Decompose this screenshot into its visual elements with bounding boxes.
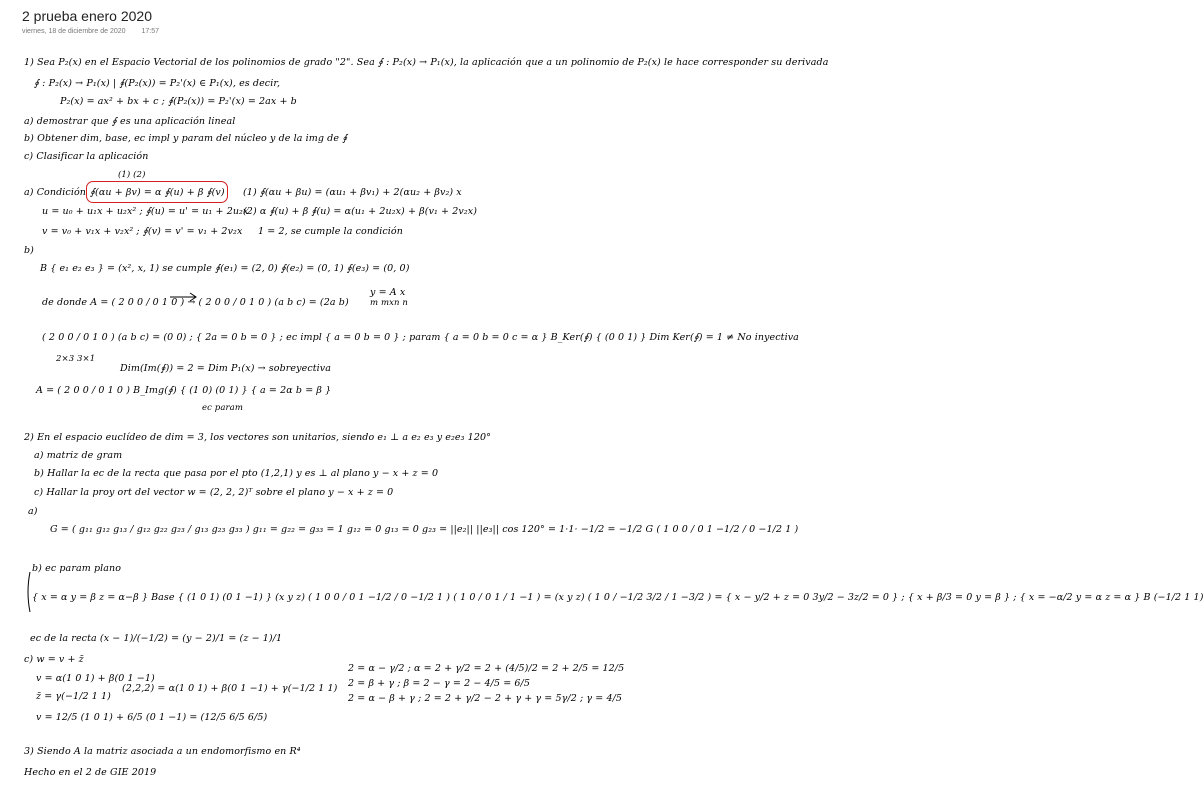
handwritten-line: 3) Siendo A la matriz asociada a un endomorfismo en R⁴ (24, 746, 301, 757)
handwritten-line: 2 = β + γ ; β = 2 − γ = 2 − 4/5 = 6/5 (348, 678, 530, 689)
handwritten-line: Hecho en el 2 de GIE 2019 (24, 767, 157, 778)
handwritten-line: b) Hallar la ec de la recta que pasa por el pto (1,2,1) y es ⊥ al plano y − x + z = 0 (34, 468, 439, 479)
note-title: 2 prueba enero 2020 (22, 8, 152, 24)
handwritten-line: de donde A = ( 2 0 0 / 0 1 0 ) → ( 2 0 0 / 0 1 0 ) (a b c) = (2a b) (42, 297, 349, 308)
handwritten-line: 2 = α − β + γ ; 2 = 2 + γ/2 − 2 + γ + γ = 5γ/2 ; γ = 4/5 (348, 693, 623, 704)
handwritten-line: B { e₁ e₂ e₃ } = (x², x, 1) se cumple ∮(e₁) = (2, 0) ∮(e₂) = (0, 1) ∮(e₃) = (0, 0) (40, 263, 410, 274)
handwritten-line: ∮(αu + βv) = α ∮(u) + β ∮(v) (90, 187, 225, 198)
handwritten-line: a) (28, 506, 38, 517)
handwritten-line: 1) Sea P₂(x) en el Espacio Vectorial de los polinomios de grado "2". Sea ∮ : P₂(x) → P₁(x), la aplicación que a un polinomio de P₂(x) le hace corresponder su derivada (24, 57, 829, 68)
handwritten-line: v = α(1 0 1) + β(0 1 −1) (36, 673, 155, 684)
handwritten-line: b) (24, 245, 34, 256)
handwritten-line: a) demostrar que ∮ es una aplicación lineal (24, 116, 236, 127)
handwritten-line: Dim(Im(∮)) = 2 = Dim P₁(x) → sobreyectiva (120, 363, 332, 374)
handwritten-line: ec de la recta (x − 1)/(−1/2) = (y − 2)/1 = (z − 1)/1 (30, 633, 283, 644)
handwritten-line: u = u₀ + u₁x + u₂x² ; ∮(u) = u' = u₁ + 2u₂x (42, 206, 249, 217)
handwritten-line: ∮ : P₂(x) → P₁(x) | ∮(P₂(x)) = P₂'(x) ∈ P₁(x), es decir, (34, 78, 281, 89)
handwritten-line: a) matriz de gram (34, 450, 123, 461)
handwritten-line: c) w = v + z̄ (24, 654, 84, 665)
handwritten-line: (1) ∮(αu + βu) = (αu₁ + βv₁) + 2(αu₂ + βv₂) x (243, 187, 462, 198)
handwritten-line: m mxn n (370, 298, 408, 308)
handwritten-line: ec param (202, 403, 243, 413)
handwritten-line: P₂(x) = ax² + bx + c ; ∮(P₂(x)) = P₂'(x) = 2ax + b (60, 96, 297, 107)
handwritten-line: 1 = 2, se cumple la condición (258, 226, 403, 237)
handwritten-line: 2×3 3×1 (56, 354, 96, 364)
handwritten-line: v = v₀ + v₁x + v₂x² ; ∮(v) = v' = v₁ + 2v₂x (42, 226, 243, 237)
handwritten-line: 2) En el espacio euclídeo de dim = 3, los vectores son unitarios, siendo e₁ ⊥ a e₂ e₃ y e₂e₃ 120° (24, 432, 491, 443)
handwritten-line: c) Hallar la proy ort del vector w = (2, 2, 2)ᵀ sobre el plano y − x + z = 0 (34, 487, 394, 498)
handwritten-line: { x = α y = β z = α−β } Base { (1 0 1) (0 1 −1) } (x y z) ( 1 0 0 / 0 1 −1/2 / 0 −1/2 1 ) ( 1 0 / 0 1 / 1 −1 ) = (x y z) ( 1 0 / −1/2 3/2 / 1 −3/2 ) = { x − y/2 + z = 0 3y/2 − 3z/2 = 0 } ; { x + β/3 = 0 y = β } ; { x = −α/2 y = α z = α } B (−1/2 1 1) (32, 592, 1204, 603)
handwritten-line: ( 2 0 0 / 0 1 0 ) (a b c) = (0 0) ; { 2a = 0 b = 0 } ; ec impl { a = 0 b = 0 } ; param { a = 0 b = 0 c = α } B_Ker(∮) { (0 0 1) } Dim Ker(∮) = 1 ≠ No inyectiva (42, 332, 799, 343)
stroke-bracket-left (28, 572, 30, 612)
handwritten-line: c) Clasificar la aplicación (24, 151, 149, 162)
handwritten-line: (2) α ∮(u) + β ∮(u) = α(u₁ + 2u₂x) + β(v₁ + 2v₂x) (243, 206, 478, 217)
handwritten-line: v = 12/5 (1 0 1) + 6/5 (0 1 −1) = (12/5 6/5 6/5) (36, 712, 268, 723)
note-meta (22, 28, 173, 35)
handwritten-line: b) Obtener dim, base, ec impl y param del núcleo y de la img de ∮ (24, 133, 348, 144)
condition-highlight-box (86, 181, 228, 203)
handwritten-line: (2,2,2) = α(1 0 1) + β(0 1 −1) + γ(−1/2 1 1) (122, 683, 338, 694)
note-time: 17:57 (141, 28, 159, 35)
handwritten-line: y = A x (370, 287, 406, 298)
handwritten-line: z̄ = γ(−1/2 1 1) (36, 691, 111, 702)
note-date: viernes, 18 de diciembre de 2020 (22, 28, 126, 35)
handwritten-line: 2 = α − γ/2 ; α = 2 + γ/2 = 2 + (4/5)/2 = 2 + 2/5 = 12/5 (348, 663, 625, 674)
handwritten-line: G = ( g₁₁ g₁₂ g₁₃ / g₁₂ g₂₂ g₂₃ / g₁₃ g₂₃ g₃₃ ) g₁₁ = g₂₂ = g₃₃ = 1 g₁₂ = 0 g₁₃ = 0 g₂₃ = ||e₂|| ||e₃|| cos 120° = 1·1· −1/2 = −1/2 G ( 1 0 0 / 0 1 −1/2 / 0 −1/2 1 ) (50, 524, 799, 535)
handwritten-line: b) ec param plano (32, 563, 122, 574)
handwritten-line: A = ( 2 0 0 / 0 1 0 ) B_Img(∮) { (1 0) (0 1) } { a = 2α b = β } (36, 385, 332, 396)
handwritten-line: a) Condición (24, 187, 87, 198)
handwritten-line: (1) (2) (118, 170, 146, 180)
